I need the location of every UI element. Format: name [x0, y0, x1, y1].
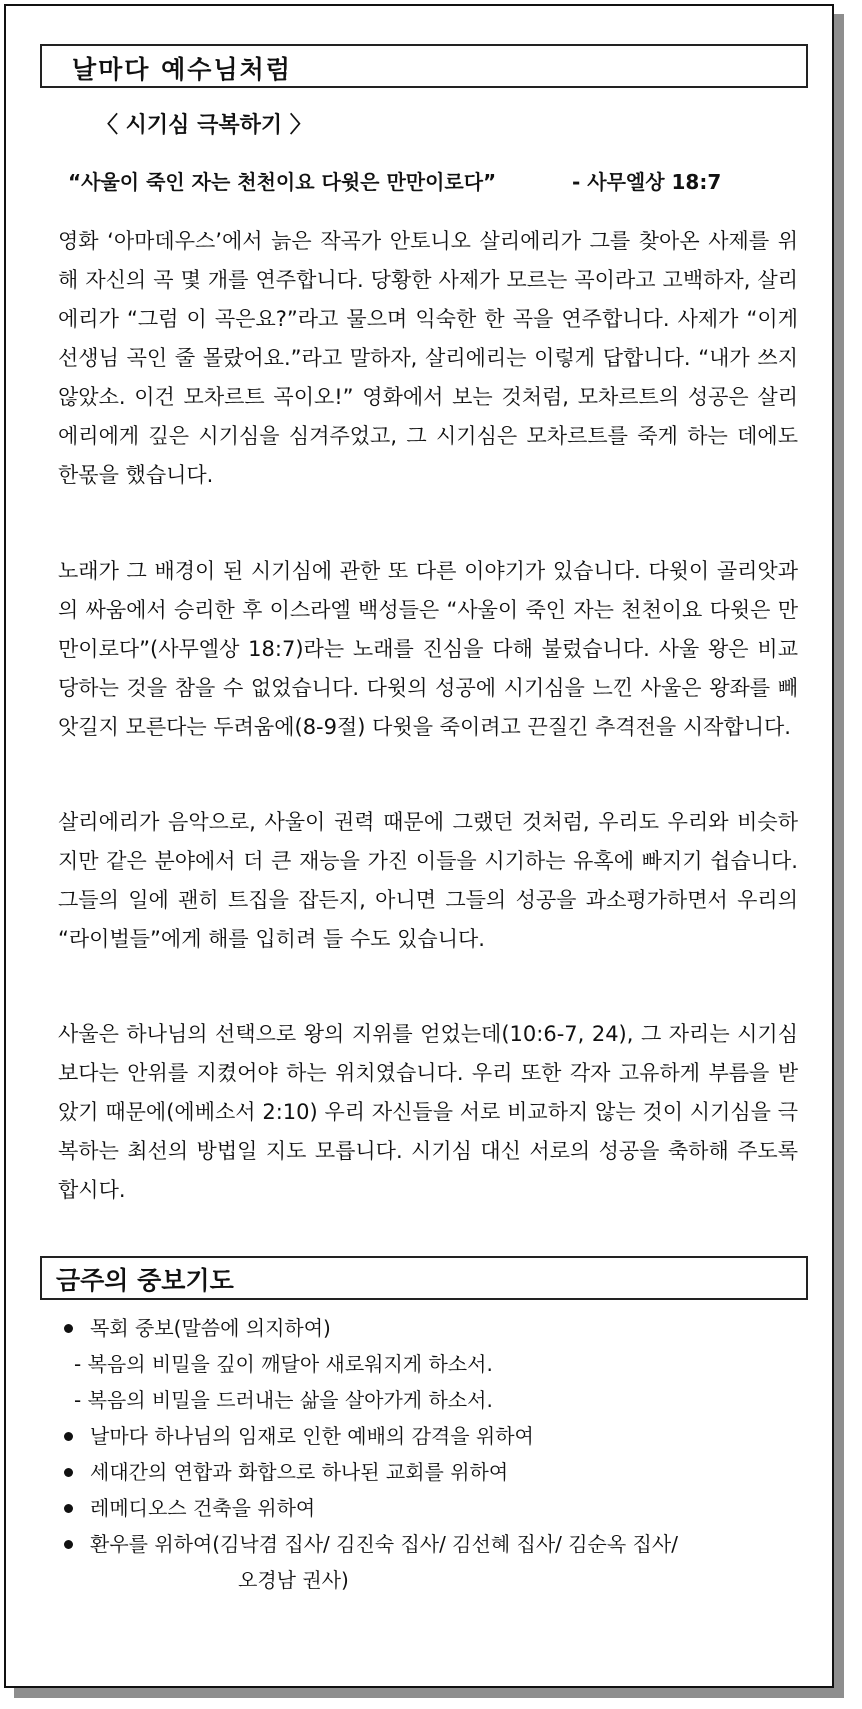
list-item-text: 레메디오스 건축을 위하여	[90, 1496, 316, 1520]
body-paragraph: 살리에리가 음악으로, 사울이 권력 때문에 그랬던 것처럼, 우리도 우리와 비슷하지만 같은 분야에서 더 큰 재능을 가진 이들을 시기하는 유혹에 빠지기 쉽습니다. 그들의 일에 괜히 트집을 잡든지, 아니면 그들의 성공을 과소평가하면서 우리의 “라이벌들”에게 해를 입히려 들 수도 있습니다.	[58, 810, 798, 951]
list-item	[58, 1490, 803, 1526]
devotional-subtitle: 〈 시기심 극복하기 〉	[96, 113, 312, 138]
body-paragraph: 사울은 하나님의 선택으로 왕의 지위를 얻었는데(10:6-7, 24), 그 자리는 시기심보다는 안위를 지켰어야 하는 위치였습니다. 우리 또한 각자 고유하게 부름을 받았기 때문에(에베소서 2:10) 우리 자신들을 서로 비교하지 않는 것이 시기심을 극복하는 최선의 방법일 지도 모릅니다. 시기심 대신 서로의 성공을 축하해 주도록 합시다.	[58, 1022, 798, 1202]
devotional-header-box	[40, 44, 808, 88]
prayer-title: 금주의 중보기도	[56, 1266, 234, 1295]
list-item	[58, 1418, 803, 1454]
list-item-text: 환우를 위하여(김낙겸 집사/ 김진숙 집사/ 김선혜 집사/ 김순옥 집사/	[90, 1532, 678, 1556]
bullet-icon	[64, 1324, 73, 1333]
list-item	[58, 1526, 803, 1562]
list-item-text: 목회 중보(말씀에 의지하여)	[90, 1316, 331, 1340]
body-paragraph: 노래가 그 배경이 된 시기심에 관한 또 다른 이야기가 있습니다. 다윗이 골리앗과의 싸움에서 승리한 후 이스라엘 백성들은 “사울이 죽인 자는 천천이요 다윗은 만만이로다”(사무엘상 18:7)라는 노래를 진심을 다해 불렀습니다. 사울 왕은 비교당하는 것을 참을 수 없었습니다. 다윗의 성공에 시기심을 느낀 사울은 왕좌를 빼앗길지 모른다는 두려움에(8-9절) 다윗을 죽이려고 끈질긴 추격전을 시작합니다.	[58, 559, 798, 739]
list-item-text: 날마다 하나님의 임재로 인한 예배의 감격을 위하여	[90, 1424, 534, 1448]
list-item-text: 세대간의 연합과 화합으로 하나된 교회를 위하여	[90, 1460, 509, 1484]
scripture-reference: - 사무엘상 18:7	[572, 170, 722, 194]
list-sub-item: - 복음의 비밀을 드러내는 삶을 살아가게 하소서.	[74, 1388, 493, 1412]
bullet-icon	[64, 1504, 73, 1513]
list-item	[58, 1454, 803, 1490]
devotional-title: 날마다 예수님처럼	[72, 55, 292, 84]
list-item	[58, 1310, 803, 1346]
bullet-icon	[64, 1540, 73, 1549]
bullet-icon	[64, 1468, 73, 1477]
prayer-header-box	[40, 1256, 808, 1300]
body-paragraph: 영화 ‘아마데우스’에서 늙은 작곡가 안토니오 살리에리가 그를 찾아온 사제를 위해 자신의 곡 몇 개를 연주합니다. 당황한 사제가 모르는 곡이라고 고백하자, 살리에리가 “그럼 이 곡은요?”라고 물으며 익숙한 한 곡을 연주합니다. 사제가 “이게 선생님 곡인 줄 몰랐어요.”라고 말하자, 살리에리는 이렇게 답합니다. “내가 쓰지 않았소. 이건 모차르트 곡이오!” 영화에서 보는 것처럼, 모차르트의 성공은 살리에리에게 깊은 시기심을 심겨주었고, 그 시기심은 모차르트를 죽게 하는 데에도 한몫을 했습니다.	[58, 229, 798, 487]
bulletin-page	[4, 4, 834, 1688]
list-item-continuation: 오경남 권사)	[238, 1568, 349, 1592]
list-sub-item: - 복음의 비밀을 깊이 깨달아 새로워지게 하소서.	[74, 1352, 493, 1376]
prayer-list	[58, 1310, 803, 1598]
scripture-quote: “사울이 죽인 자는 천천이요 다윗은 만만이로다”	[68, 170, 497, 194]
bullet-icon	[64, 1432, 73, 1441]
